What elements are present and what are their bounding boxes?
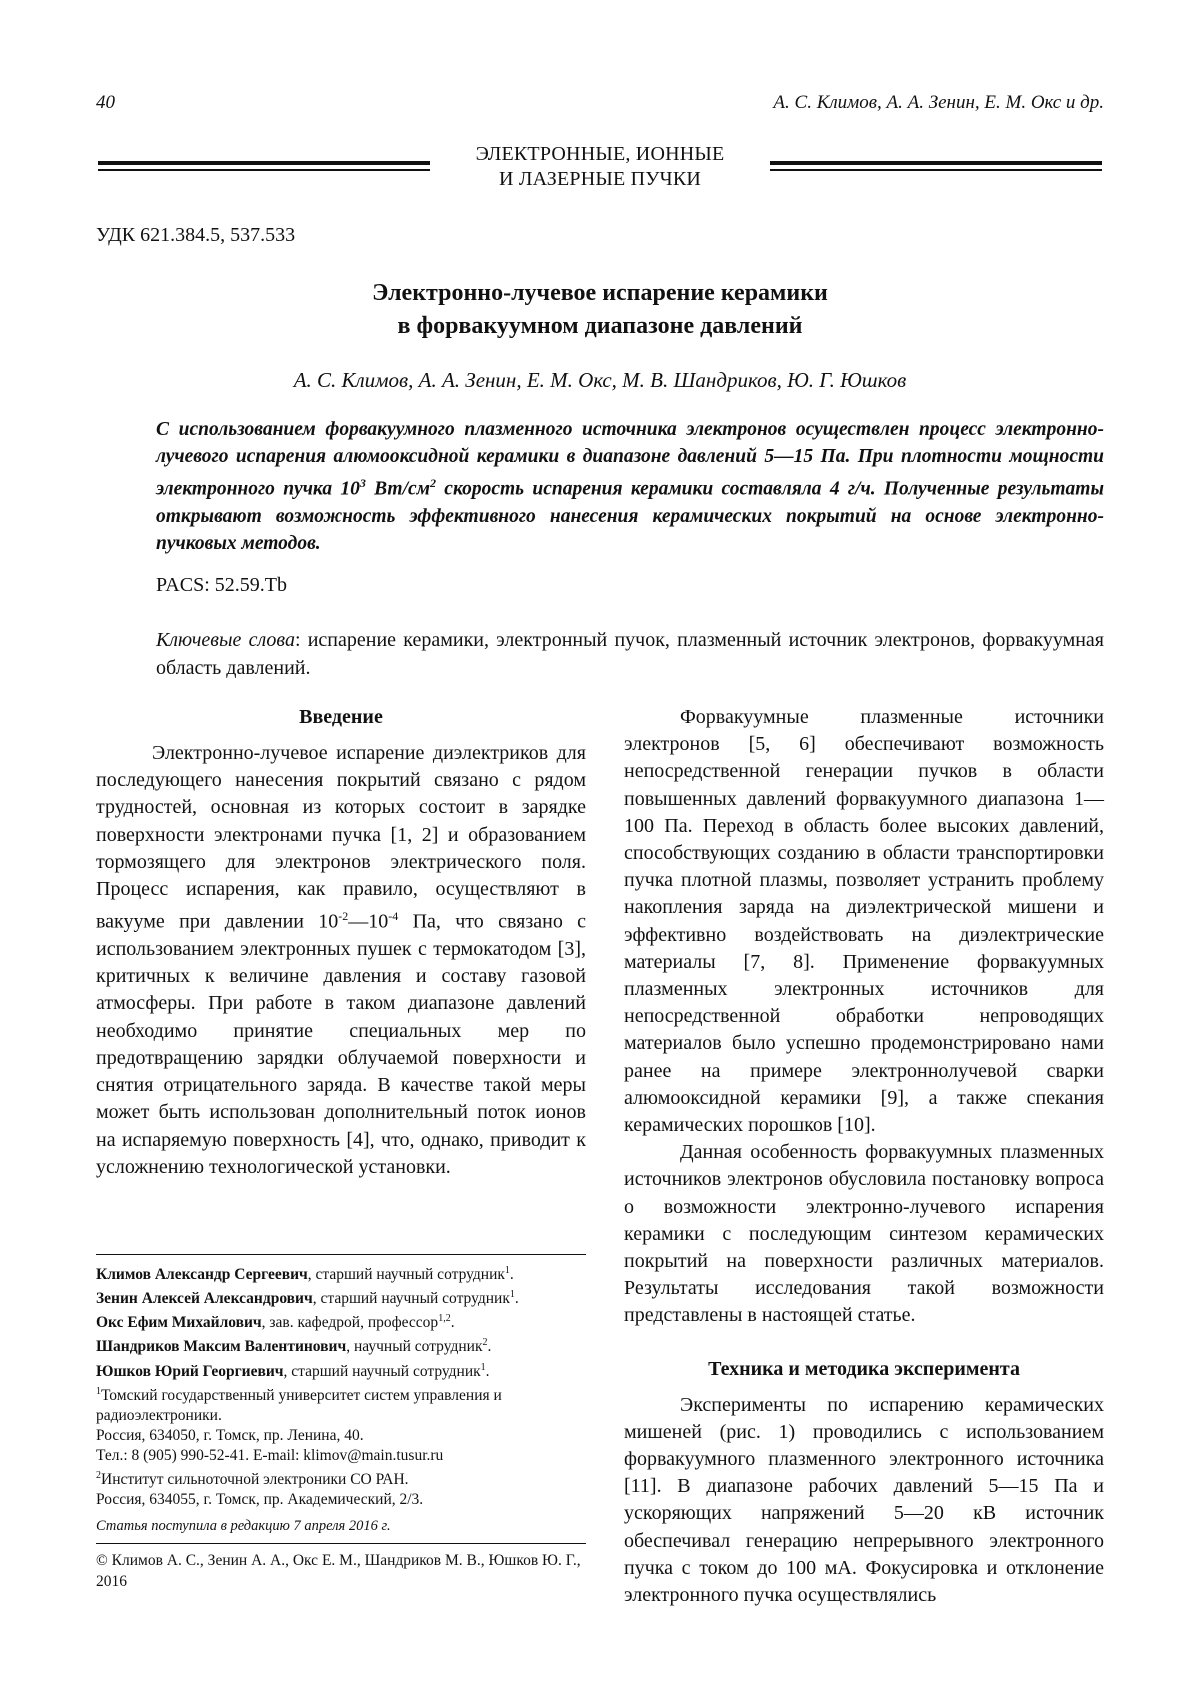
right-paragraph-3: Эксперименты по испарению керамических мишеней (рис. 1) проводились с использованием форвакуумного плазменного электронного источника [11]. В диапазоне рабочих давлений 5—15 Па и ускоряющих напряжений 5—20 кВ источник обеспечивал генерацию непрерывного электронного пучка с током до 100 мА. Фокусировка и отклонение электронного пучка осуществлялись [624, 1393, 1104, 1607]
abstract-part1: С использованием форвакуумного плазменного источника электронов осуществлен процесс электронно-лучевого испарения алюмооксидной керамики в диапазоне давлений 5—15 Па. При плотности мощности электронного пучка 10 [156, 419, 1104, 500]
author-list: А. С. Климов, А. А. Зенин, Е. М. Окс, М. В. Шандриков, Ю. Г. Юшков [293, 368, 907, 392]
article-title-line1: Электронно-лучевое испарение керамики [372, 280, 828, 306]
keywords [156, 626, 1104, 682]
footnote-author-2: Зенин Алексей Александрович, старший научный сотрудник$^1$. [96, 1289, 519, 1308]
author-4-sup: 2 [482, 1337, 488, 1349]
footnote-org-1 [96, 1382, 586, 1426]
author-4-role: , научный сотрудник [346, 1338, 483, 1356]
intro-dash: —10 [348, 910, 389, 933]
section-header [96, 142, 1104, 194]
footnote-org-1-address: Россия, 634050, г. Томск, пр. Ленина, 40. [96, 1426, 364, 1444]
section-title-line1: ЭЛЕКТРОННЫЕ, ИОННЫЕ [475, 143, 725, 165]
right-paragraph-1: Форвакуумные плазменные источники электронов [5, 6] обеспечивают возможность непосредственной генерации пучков в области повышенных давлений форвакуумного диапазона 1—100 Па. Переход в область более высоких давлений, способствующих созданию в области транспортировки пучка плотной плазмы, позволяет устранить проблему накопления заряда на диэлектрической мишени и эффективно воздействовать на диэлектрические материалы [7, 8]. Применение форвакуумных плазменных электронных источников для непосредственной обработки непроводящих материалов было успешно продемонстрировано нами ранее на примере электроннолучевой сварки алюмооксидной керамики [9], а также спекания керамических порошков [10]. [624, 706, 1104, 1137]
udk-code: УДК 621.384.5, 537.533 [96, 224, 296, 246]
org-1-name: Томский государственный университет систем управления и радиоэлектроники. [96, 1386, 502, 1424]
keywords-text: : испарение керамики, электронный пучок, плазменный источник электронов, форвакуумная область давлений. [156, 629, 1104, 679]
author-5-name: Юшков Юрий Георгиевич [96, 1362, 284, 1380]
section-rule-right [770, 161, 1102, 171]
org-1-sup: 1 [96, 1385, 101, 1397]
received-date: Статья поступила в редакцию 7 апреля 2016 г. [96, 1518, 391, 1535]
abstract-sup1: 3 [359, 476, 366, 490]
author-3-name: Окс Ефим Михайлович [96, 1314, 262, 1332]
article-title [96, 277, 1104, 343]
footnote-author-5: Юшков Юрий Георгиевич, старший научный сотрудник$^1$. [96, 1361, 490, 1380]
footnote-author-1: Климов Александр Сергеевич, старший научный сотрудник$^1$. [96, 1265, 514, 1284]
author-5-role: , старший научный сотрудник [283, 1362, 481, 1380]
footnote-org-2-address: Россия, 634055, г. Томск, пр. Академический, 2/3. [96, 1491, 424, 1509]
section-title [436, 142, 764, 192]
abstract-sup2: 2 [430, 476, 437, 490]
abstract-part2: Вт/см [365, 478, 431, 500]
author-2-role: , старший научный сотрудник [312, 1290, 510, 1308]
author-4-name: Шандриков Максим Валентинович [96, 1338, 347, 1356]
author-3-role: , зав. кафедрой, профессор [261, 1314, 439, 1332]
footnote-org-1-contact: Тел.: 8 (905) 990-52-41. E-mail: klimov@main.tusur.ru [96, 1446, 444, 1464]
running-header-authors: А. С. Климов, А. А. Зенин, Е. М. Окс и др. [773, 92, 1104, 113]
section-title-line2: И ЛАЗЕРНЫЕ ПУЧКИ [499, 168, 701, 190]
intro-part1: Электронно-лучевое испарение диэлектриков для последующего нанесения покрытий связано с рядом трудностей, основная из которых состоит в зарядке поверхности электронами пучка [1, 2] и образованием тормозящего для электронов электрического поля. Процесс испарения, как правило, осуществляют в вакууме при давлении 10 [96, 742, 586, 933]
section-rule-left [98, 161, 430, 171]
author-footnote [96, 1254, 586, 1592]
author-1-role: , старший научный сотрудник [307, 1266, 505, 1284]
abstract-part3: скорость испарения керамики составляла 4 г/ч. Полученные результаты открывают возможность эффективного нанесения керамических покрытий на основе электронно-пучковых методов. [156, 478, 1105, 554]
author-5-sup: 1 [480, 1361, 486, 1373]
copyright-block [96, 1543, 586, 1592]
footnote-author-4: Шандриков Максим Валентинович, научный сотрудник$^2$. [96, 1337, 492, 1356]
keywords-label: Ключевые слова [156, 629, 295, 651]
page-number: 40 [96, 92, 115, 113]
intro-paragraph [96, 740, 586, 1181]
right-paragraph-2: Данная особенность форвакуумных плазменных источников электронов обусловила постановку вопроса о возможности электронно-лучевого испарения керамики с последующим синтезом керамических покрытий на поверхности различных материалов. Результаты исследования такой возможности представлены в настоящей статье. [624, 1141, 1104, 1327]
abstract [156, 416, 1104, 557]
copyright-notice: © Климов А. С., Зенин А. А., Окс Е. М., Шандриков М. В., Юшков Ю. Г., 2016 [96, 1552, 581, 1591]
footnote-org-2 [96, 1466, 586, 1490]
intro-heading: Введение [299, 706, 383, 728]
author-2-name: Зенин Алексей Александрович [96, 1290, 313, 1308]
author-1-sup: 1 [504, 1265, 510, 1276]
pacs-code: PACS: 52.59.Tb [156, 574, 287, 596]
org-2-name: Институт сильноточной электроники СО РАН. [101, 1471, 409, 1489]
intro-sup1: -2 [338, 909, 349, 924]
author-1-name: Климов Александр Сергеевич [96, 1266, 308, 1284]
article-title-line2: в форвакуумном диапазоне давлений [397, 313, 803, 339]
org-2-sup: 2 [96, 1469, 101, 1481]
footnote-author-3: Окс Ефим Михайлович, зав. кафедрой, профессор$^{1,2}$. [96, 1313, 455, 1332]
methods-heading: Техника и методика эксперимента [708, 1357, 1020, 1380]
intro-sup2: -4 [388, 909, 399, 924]
intro-part2: Па, что связано с использованием электронных пушек с термокатодом [3], критичных к величине давления и составу газовой атмосферы. При работе в таком диапазоне давлений необходимо принятие специальных мер по предотвращению зарядки облучаемой поверхности и снятия отрицательного заряда. В качестве такой меры может быть использован дополнительный поток ионов на испаряемую поверхность [4], что, однако, приводит к усложнению технологической установки. [96, 910, 586, 1178]
author-2-sup: 1 [509, 1289, 515, 1301]
left-column [96, 704, 586, 1181]
author-3-sup: 1,2 [438, 1313, 451, 1325]
right-column [624, 704, 1104, 1609]
